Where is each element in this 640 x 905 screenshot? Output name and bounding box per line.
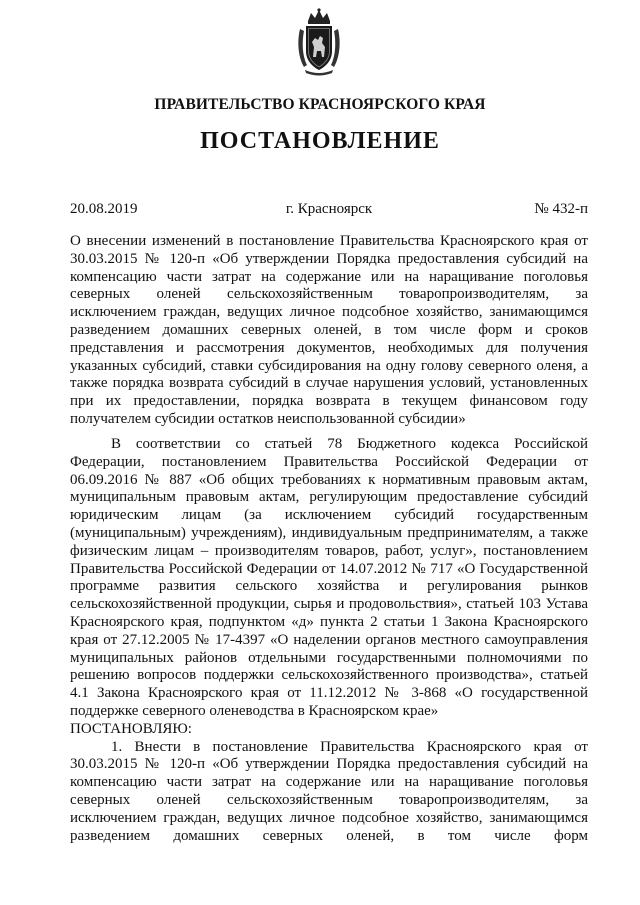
- subject-text: О внесении изменений в постановление Правительства Красноярского края от 30.03.2015 № 120-п «Об утверждении Порядка предоставления субсидий на компенсацию части затрат на содержание или на наращивание поголовья северных оленей сельскохозяйственным товаропроизводителям, за исключением граждан, ведущих личное подсобное хозяйство, занимающимся разведением домашних северных оленей, в том числе форм и сроков представления и рассмотрения документов, необходимых для получения указанных субсидий, ставки субсидирования на одну голову северного оленя, а также порядка возврата субсидий в случае нарушения условий, установленных при их предоставлении, порядка возврата в текущем финансовом году получателем субсидии остатков неиспользованной субсидии»: [70, 233, 588, 427]
- document-subject: [70, 233, 588, 429]
- decree-word: ПОСТАНОВЛЯЮ:: [70, 720, 192, 737]
- document-meta-row: [70, 201, 588, 218]
- document-body: [70, 436, 588, 845]
- document-number: № 432-п: [534, 201, 588, 217]
- document-date: 20.08.2019: [70, 201, 138, 217]
- preamble-paragraph: В соответствии со статьей 78 Бюджетного кодекса Российской Федерации, постановлением Правительства Российской Федерации от 06.09.2016 № 887 «Об общих требованиях к нормативным правовым актам, муниципальным правовым актам, регулирующим предоставление субсидий юридическим лицам (за исключением субсидий государственным (муниципальным) учреждениям), индивидуальным предпринимателям, а также физическим лицам – производителям товаров, работ, услуг», постановлением Правительства Российской Федерации от 14.07.2012 № 717 «О Государственной программе развития сельского хозяйства и регулирования рынков сельскохозяйственной продукции, сырья и продовольствия», статьей 103 Устава Красноярского края, подпунктом «д» пункта 2 статьи 1 Закона Красноярского края от 27.12.2005 № 17-4397 «О наделении органов местного самоуправления муниципальных районов отдельными государственными полномочиями по решению вопросов поддержки сельскохозяйственного производства», статьей 4.1 Закона Красноярского края от 11.12.2012 № 3-868 «О государственной поддержке северного оленеводства в Красноярском крае»: [70, 436, 588, 719]
- document-city: г. Красноярск: [285, 201, 373, 217]
- government-title: ПРАВИТЕЛЬСТВО КРАСНОЯРСКОГО КРАЯ: [154, 96, 486, 113]
- item-1-paragraph: 1. Внести в постановление Правительства Красноярского края от 30.03.2015 № 120-п «Об утверждении Порядка предоставления субсидий на компенсацию части затрат на содержание или на наращивание поголовья северных оленей сельскохозяйственным товаропроизводителям, за исключением граждан, ведущих личное подсобное хозяйство, занимающимся разведением домашних северных оленей, в том числе форм: [70, 738, 588, 844]
- coat-of-arms-emblem: [296, 7, 342, 77]
- document-type-title: ПОСТАНОВЛЕНИЕ: [200, 128, 440, 154]
